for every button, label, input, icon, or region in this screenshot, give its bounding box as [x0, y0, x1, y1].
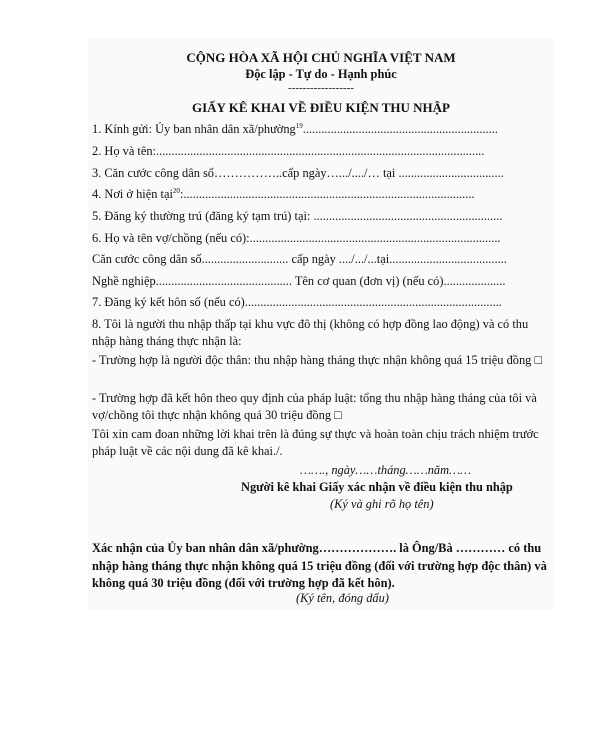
field-5: 5. Đăng ký thường trú (đăng ký tạm trú) tại: .............................................................: [92, 209, 503, 223]
checkbox-married[interactable]: □: [334, 408, 342, 422]
footnote-19: 19: [295, 121, 303, 130]
field-4-label: 4. Nơi ở hiện tại: [92, 187, 173, 201]
nation-title: CỘNG HÒA XÃ HỘI CHỦ NGHĨA VIỆT NAM: [186, 50, 456, 65]
date-line: ……., ngày……tháng……năm……: [300, 463, 472, 477]
field-8-married-text: - Trường hợp đã kết hôn theo quy định của pháp luật: tổng thu nhập hàng tháng của tôi và vợ/chồng tôi thực nhận không quá 30 triệu đồng: [92, 391, 537, 422]
field-8-single-text: - Trường hợp là người độc thân: thu nhập hàng tháng thực nhận không quá 15 triệu đồng: [92, 353, 532, 367]
confirmation: Xác nhận của Ủy ban nhân dân xã/phường………………. là Ông/Bà ………… có thu nhập hàng tháng thực nhận không quá 15 triệu đồng (đối với trường hợp độc thân) và không quá 30 triệu đồng (đối với trường hợp đã kết hôn).: [92, 541, 547, 590]
field-4: [92, 186, 550, 203]
field-2: 2. Họ và tên:..........................................................................................................: [92, 144, 485, 158]
confirmation-note: (Ký tên, đóng dấu): [296, 591, 389, 605]
field-4-dots: :..............................................................................................: [179, 187, 475, 201]
signer-role: Người kê khai Giấy xác nhận về điều kiện thu nhập: [241, 480, 513, 494]
signature-note: (Ký và ghi rõ họ tên): [330, 497, 434, 511]
field-1-dots: ...............................................................: [302, 122, 498, 136]
checkbox-single[interactable]: □: [534, 353, 542, 367]
field-7: 7. Đăng ký kết hôn số (nếu có)...................................................................................: [92, 295, 502, 309]
footnote-20: 20: [172, 186, 180, 195]
motto: Độc lập - Tự do - Hạnh phúc: [245, 67, 397, 81]
field-1: [92, 121, 550, 138]
field-1-label: 1. Kính gửi: Ủy ban nhân dân xã/phường: [92, 122, 296, 136]
declaration: Tôi xin cam đoan những lời khai trên là đúng sự thực và hoàn toàn chịu trách nhiệm trước pháp luật về các nội dung đã kê khai./.: [92, 427, 539, 458]
document-title: GIẤY KÊ KHAI VỀ ĐIỀU KIỆN THU NHẬP: [192, 100, 450, 115]
divider: ------------------: [288, 82, 354, 94]
field-8: 8. Tôi là người thu nhập thấp tại khu vực đô thị (không có hợp đồng lao động) và có thu nhập hàng tháng thực nhận là:: [92, 317, 529, 348]
field-8-married: [92, 390, 550, 424]
field-6: 6. Họ và tên vợ/chồng (nếu có):.................................................................................: [92, 231, 501, 245]
field-6-job: Nghề nghiệp............................................ Tên cơ quan (đơn vị) (nếu có)....................: [92, 274, 506, 288]
field-8-single: [92, 352, 550, 369]
field-3: 3. Căn cước công dân số……………..cấp ngày….../..../… tại ..................................: [92, 166, 504, 180]
field-6-id: Căn cước công dân số............................ cấp ngày ..../.../...tại......................................: [92, 252, 507, 266]
